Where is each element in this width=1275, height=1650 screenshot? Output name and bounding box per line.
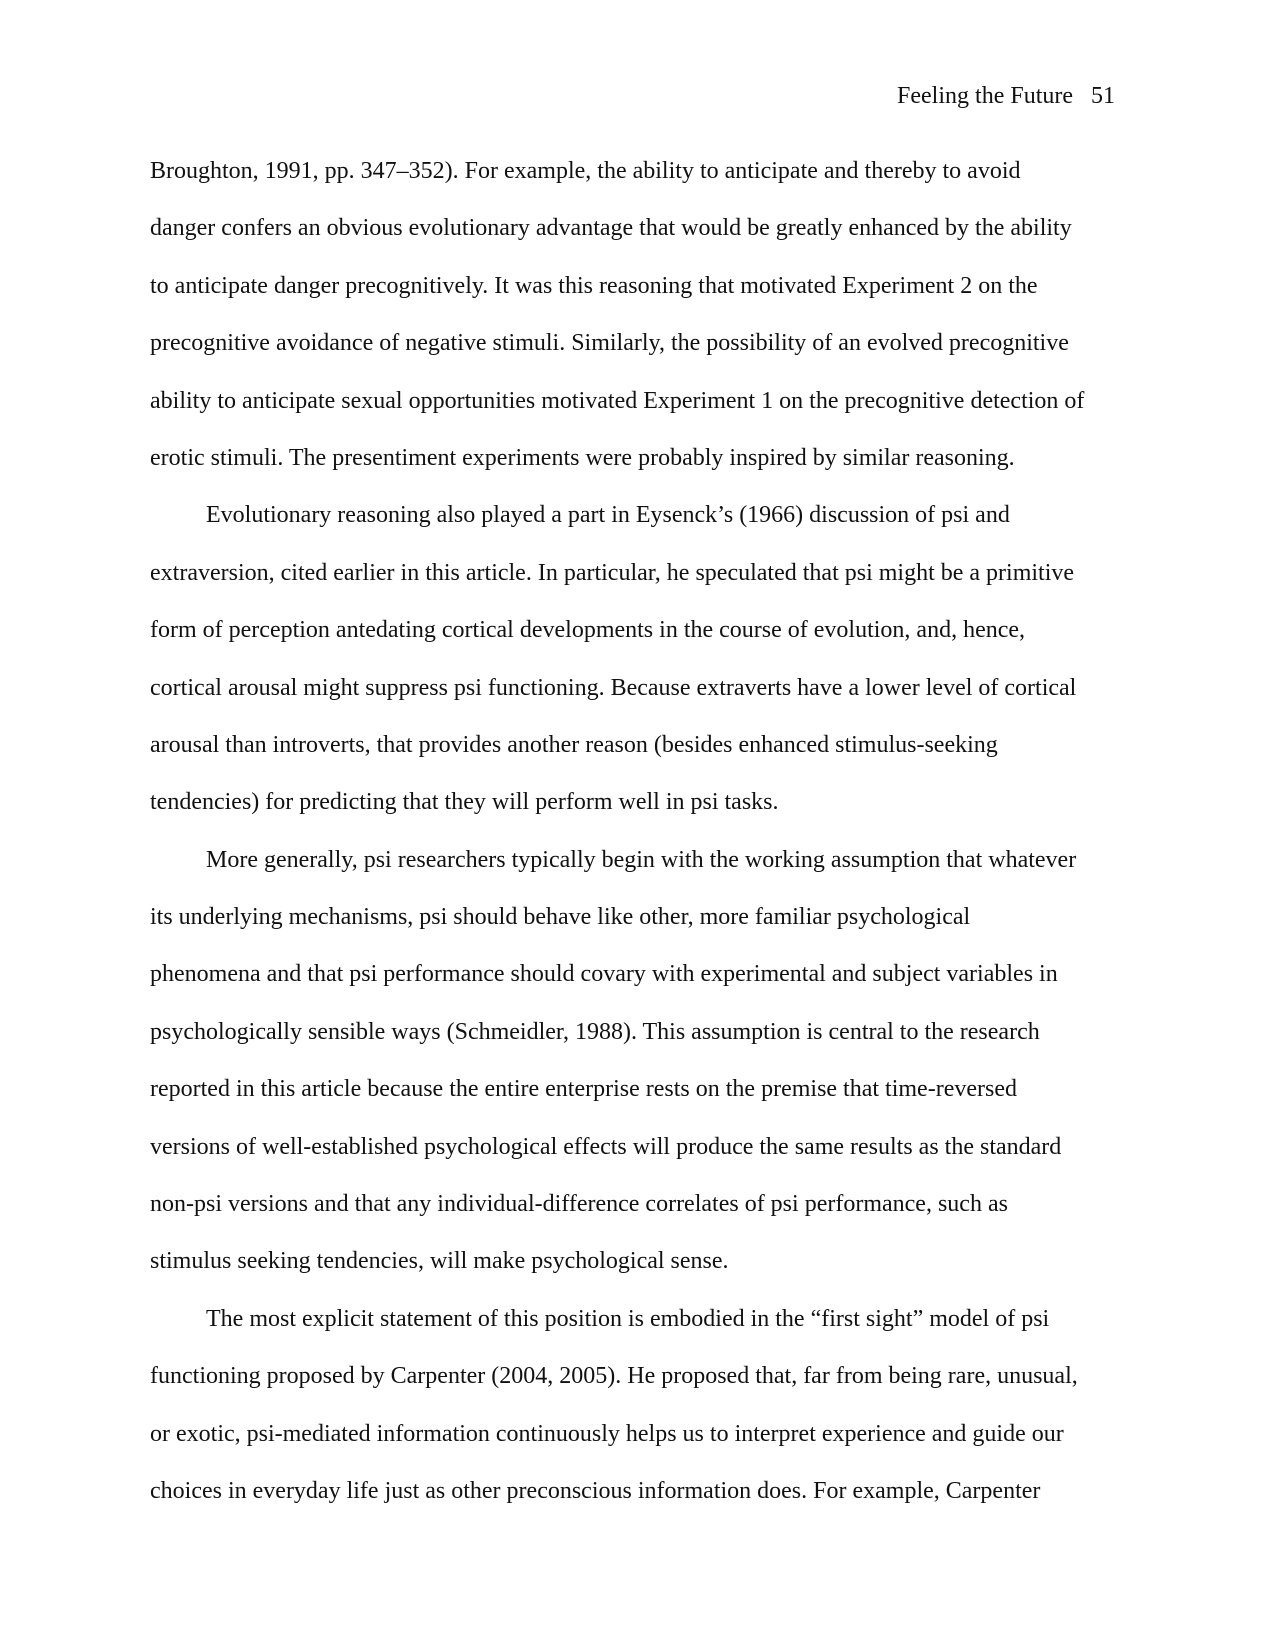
text-line: Broughton, 1991, pp. 347–352). For example, the ability to anticipate and thereby to avoid [150,158,1021,184]
text-line: cortical arousal might suppress psi functioning. Because extraverts have a lower level of cortical [150,674,1077,701]
body-text [150,143,1130,1520]
text-line: More generally, psi researchers typically begin with the working assumption that whatever [206,846,1077,873]
text-line: reported in this article because the entire enterprise rests on the premise that time-reversed [150,1076,1017,1103]
text-line: phenomena and that psi performance should covary with experimental and subject variables in [150,961,1058,988]
text-line: arousal than introverts, that provides another reason (besides enhanced stimulus-seeking [150,731,998,758]
text-line: functioning proposed by Carpenter (2004, 2005). He proposed that, far from being rare, unusual, [150,1363,1078,1390]
text-line: The most explicit statement of this position is embodied in the “first sight” model of psi [206,1305,1050,1332]
text-line: precognitive avoidance of negative stimuli. Similarly, the possibility of an evolved precognitive [150,330,1069,357]
text-line: its underlying mechanisms, psi should behave like other, more familiar psychological [150,904,971,931]
text-line: psychologically sensible ways (Schmeidler, 1988). This assumption is central to the research [150,1018,1040,1045]
text-line: erotic stimuli. The presentiment experiments were probably inspired by similar reasoning. [150,444,1015,471]
text-line: ability to anticipate sexual opportunities motivated Experiment 1 on the precognitive detection of [150,387,1085,414]
text-line: tendencies) for predicting that they will perform well in psi tasks. [150,789,779,816]
text-line: non-psi versions and that any individual-difference correlates of psi performance, such as [150,1191,1008,1218]
text-line: Evolutionary reasoning also played a part in Eysenck’s (1966) discussion of psi and [206,502,1010,529]
text-line: or exotic, psi-mediated information continuously helps us to interpret experience and guide our [150,1420,1064,1447]
running-title: Feeling the Future [897,83,1073,109]
text-line: extraversion, cited earlier in this article. In particular, he speculated that psi might be a primitive [150,559,1075,586]
text-line: danger confers an obvious evolutionary advantage that would be greatly enhanced by the ability [150,215,1072,242]
page-number: 51 [1091,83,1115,109]
text-line: versions of well-established psychological effects will produce the same results as the standard [150,1133,1062,1160]
text-line: choices in everyday life just as other preconscious information does. For example, Carpenter [150,1477,1041,1504]
text-line: form of perception antedating cortical developments in the course of evolution, and, hence, [150,617,1026,644]
running-head [897,80,1115,112]
text-line: stimulus seeking tendencies, will make psychological sense. [150,1248,729,1275]
text-line: to anticipate danger precognitively. It was this reasoning that motivated Experiment 2 on the [150,272,1038,299]
